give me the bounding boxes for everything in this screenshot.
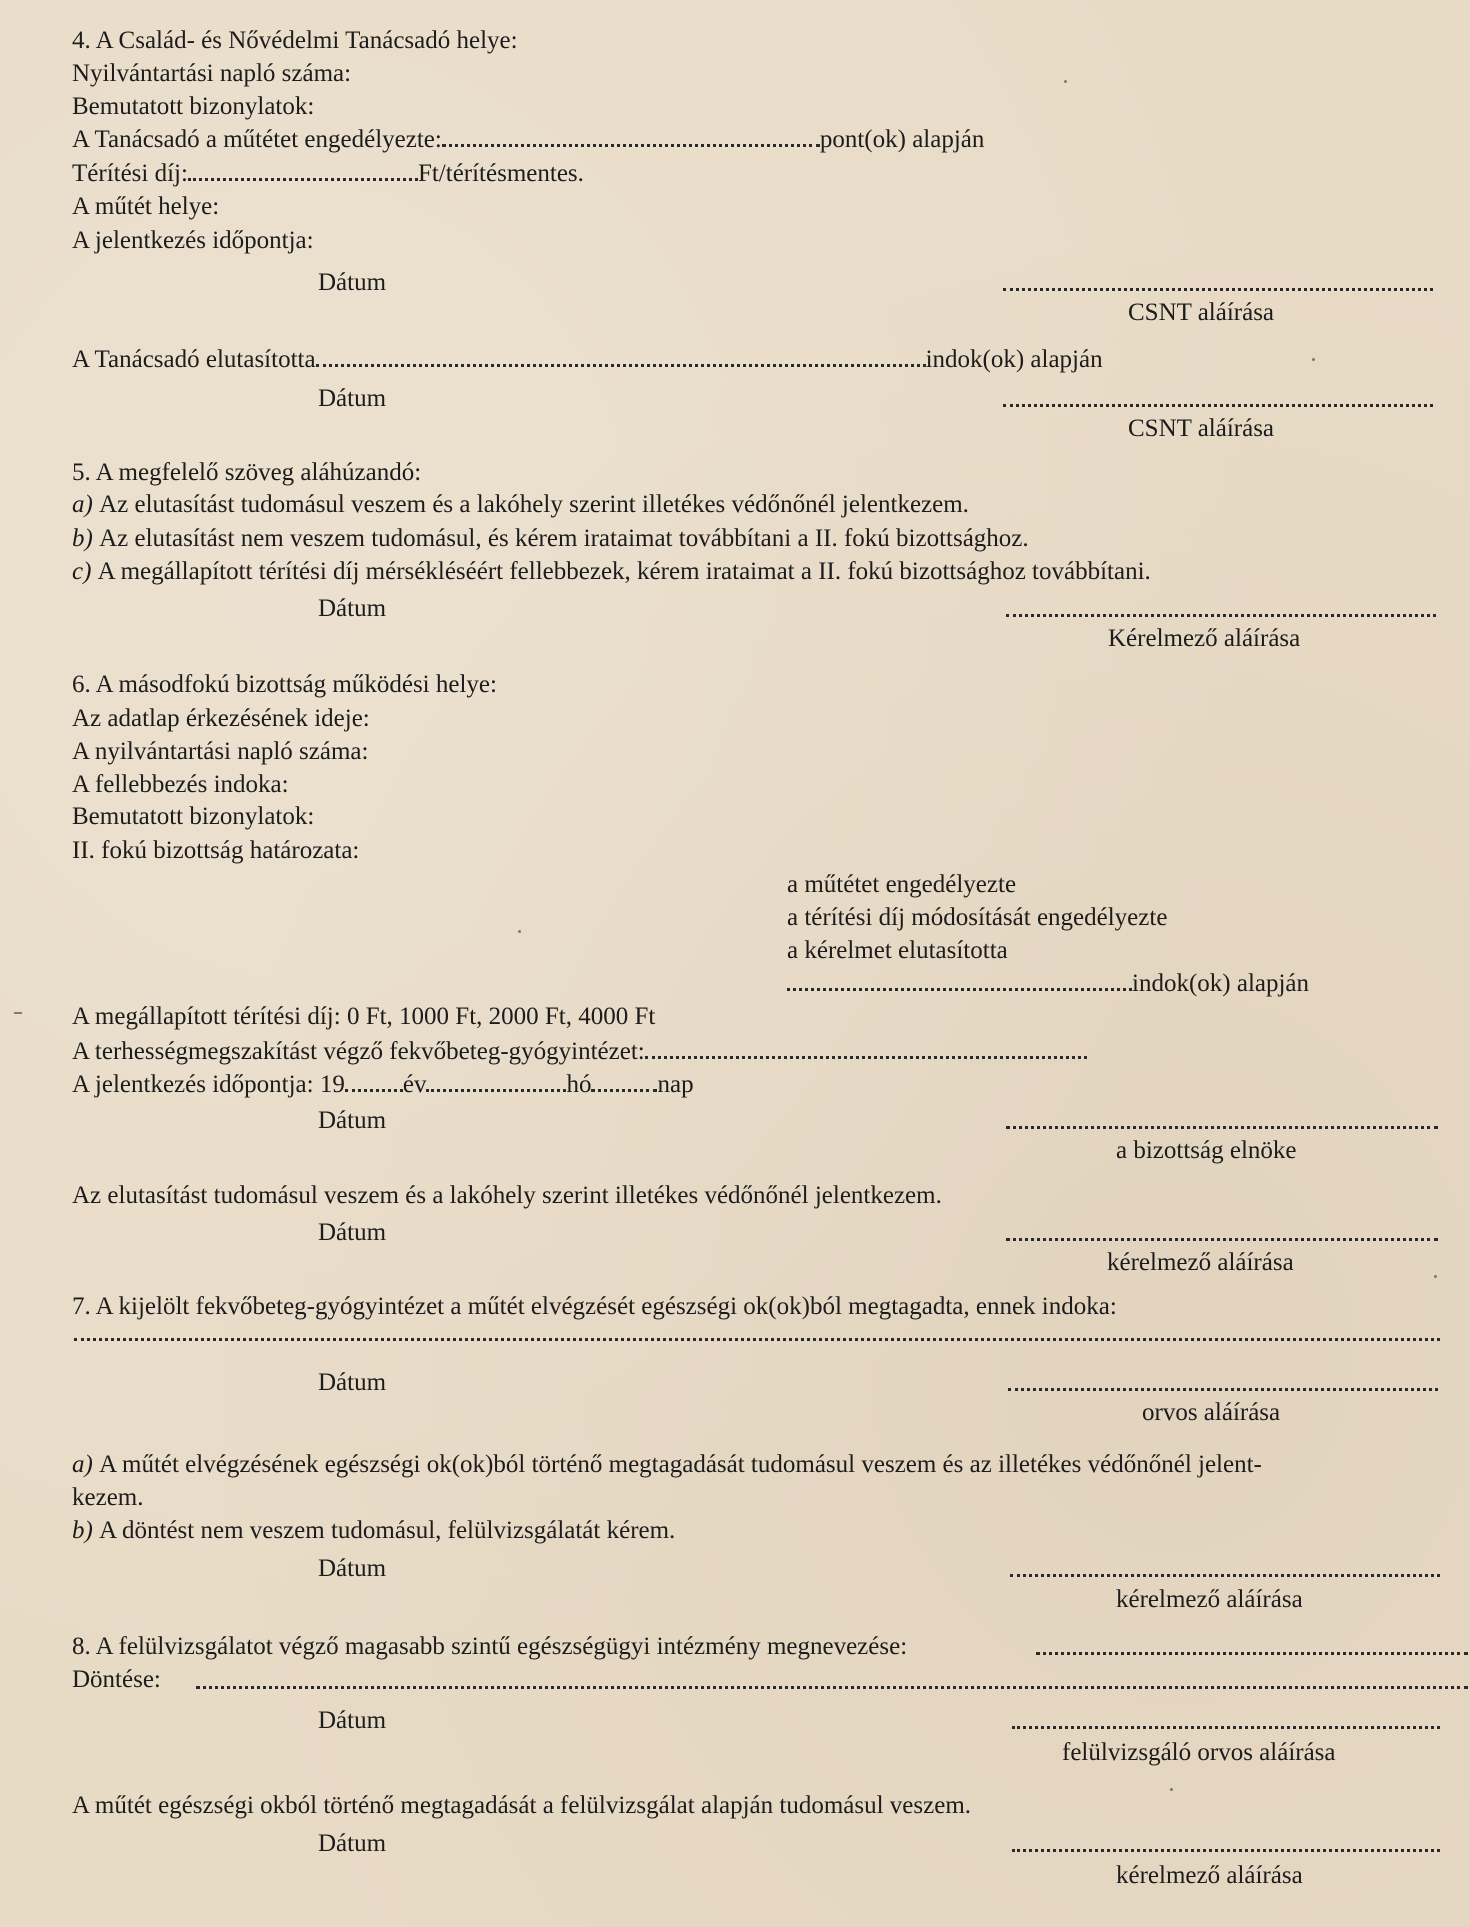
rejected-suffix: indok(ok) alapján bbox=[925, 346, 1103, 373]
option-letter: a) bbox=[72, 1451, 93, 1478]
appointment-date-line bbox=[72, 1069, 694, 1100]
signature-line[interactable] bbox=[1012, 1726, 1440, 1729]
month-fill-field[interactable] bbox=[426, 1069, 566, 1092]
signature-line[interactable] bbox=[1008, 1388, 1438, 1391]
section-5-title: 5. A megfelelő szöveg aláhúzandó: bbox=[72, 459, 422, 486]
signature-line[interactable] bbox=[1010, 1574, 1440, 1577]
doctor-signature-caption: orvos aláírása bbox=[1142, 1399, 1281, 1426]
log-number-label: A nyilvántartási napló száma: bbox=[72, 738, 369, 765]
section-6-title: 6. A másodfokú bizottság működési helye: bbox=[72, 671, 497, 698]
option-letter: c) bbox=[72, 558, 92, 585]
decision-option-rejected[interactable]: a kérelmet elutasította bbox=[787, 937, 1008, 964]
year-unit: év bbox=[402, 1071, 427, 1098]
signature-line[interactable] bbox=[1012, 1849, 1440, 1852]
option-text: A műtét elvégzésének egészségi ok(ok)ból történő megtagadását tudomásul veszem és az illetékes védőnőnél jelent- bbox=[99, 1451, 1262, 1478]
paper-speck bbox=[1434, 1275, 1437, 1278]
paper-speck bbox=[1064, 80, 1067, 83]
rejected-fill-field[interactable] bbox=[316, 344, 926, 367]
month-unit: hó bbox=[566, 1071, 592, 1098]
csnt-signature-caption: CSNT aláírása bbox=[1128, 299, 1275, 326]
institute-fill-field[interactable] bbox=[645, 1036, 1087, 1059]
institute-line bbox=[72, 1036, 1087, 1067]
section-8-title: 8. A felülvizsgálatot végző magasabb szintű egészségügyi intézmény megnevezése: bbox=[72, 1633, 908, 1660]
chairman-signature-caption: a bizottság elnöke bbox=[1116, 1137, 1297, 1164]
fee-label: Térítési díj: bbox=[72, 160, 188, 187]
decision-option-reason[interactable] bbox=[787, 968, 1309, 999]
option-text: Az elutasítást tudomásul veszem és a lakóhely szerint illetékes védőnőnél jelentkezem. bbox=[99, 491, 969, 518]
appeal-reason-label: A fellebbezés indoka: bbox=[72, 771, 289, 798]
decision-label: Döntése: bbox=[72, 1666, 161, 1693]
date-label: Dátum bbox=[318, 1369, 387, 1396]
date-label: Dátum bbox=[318, 1707, 387, 1734]
arrival-time-label: Az adatlap érkezésének ideje: bbox=[72, 705, 370, 732]
date-label: Dátum bbox=[318, 595, 387, 622]
applicant-signature-caption: kérelmező aláírása bbox=[1116, 1586, 1303, 1613]
date-label: Dátum bbox=[318, 1107, 387, 1134]
signature-line[interactable] bbox=[1006, 614, 1436, 617]
fee-options-line: A megállapított térítési díj: 0 Ft, 1000 Ft, 2000 Ft, 4000 Ft bbox=[72, 1003, 656, 1030]
option-a[interactable] bbox=[72, 490, 969, 520]
applicant-signature-caption: Kérelmező aláírása bbox=[1108, 625, 1301, 652]
option-b[interactable] bbox=[72, 524, 1029, 554]
approved-fill-field[interactable] bbox=[442, 124, 820, 147]
reason-fill-field[interactable] bbox=[74, 1338, 1440, 1341]
date-label: Dátum bbox=[318, 1219, 387, 1246]
applicant-signature-caption: kérelmező aláírása bbox=[1107, 1249, 1294, 1276]
section-7-title: 7. A kijelölt fekvőbeteg-gyógyintézet a műtét elvégzését egészségi ok(ok)ból megtagadta, ennek indoka: bbox=[72, 1293, 1117, 1320]
applicant-signature-caption: kérelmező aláírása bbox=[1116, 1862, 1303, 1889]
date-label: Dátum bbox=[318, 269, 387, 296]
paper-speck bbox=[1312, 358, 1315, 361]
decision-option-approved[interactable]: a műtétet engedélyezte bbox=[787, 871, 1017, 898]
year-fill-field[interactable] bbox=[345, 1069, 403, 1092]
date-label: Dátum bbox=[318, 1830, 387, 1857]
institute-label: A terhességmegszakítást végző fekvőbeteg-gyógyintézet: bbox=[72, 1038, 645, 1065]
rejected-label: A Tanácsadó elutasította bbox=[72, 346, 316, 373]
signature-line[interactable] bbox=[1006, 1126, 1438, 1129]
approved-label: A Tanácsadó a műtétet engedélyezte: bbox=[72, 126, 442, 153]
documents-label: Bemutatott bizonylatok: bbox=[72, 93, 315, 120]
review-acceptance-statement: A műtét egészségi okból történő megtagadását a felülvizsgálat alapján tudomásul veszem. bbox=[72, 1792, 972, 1819]
institution-fill-field[interactable] bbox=[1036, 1652, 1468, 1655]
option-a[interactable] bbox=[72, 1450, 1262, 1480]
fee-fill-field[interactable] bbox=[188, 158, 418, 181]
acceptance-statement: Az elutasítást tudomásul veszem és a lakóhely szerint illetékes védőnőnél jelentkezem. bbox=[72, 1182, 942, 1209]
option-letter: a) bbox=[72, 491, 93, 518]
option-text: Az elutasítást nem veszem tudomásul, és kérem irataimat továbbítani a II. fokú bizottsághoz. bbox=[99, 525, 1029, 552]
paper-speck bbox=[518, 930, 521, 933]
decision-line bbox=[72, 1665, 161, 1695]
signature-line[interactable] bbox=[1003, 404, 1433, 407]
section-4-title: 4. A Család- és Nővédelmi Tanácsadó helye: bbox=[72, 27, 518, 54]
csnt-signature-caption: CSNT aláírása bbox=[1128, 415, 1275, 442]
decision-label: II. fokú bizottság határozata: bbox=[72, 837, 360, 864]
documents-label: Bemutatott bizonylatok: bbox=[72, 803, 315, 830]
day-unit: nap bbox=[657, 1071, 694, 1098]
option-letter: b) bbox=[72, 1517, 93, 1544]
decision-fill-field[interactable] bbox=[196, 1686, 1468, 1689]
decision-option-fee-modified[interactable]: a térítési díj módosítását engedélyezte bbox=[787, 904, 1168, 931]
option-text: A megállapított térítési díj mérsékléséért fellebbezek, kérem irataimat a II. fokú bizottsághoz továbbítani. bbox=[97, 558, 1151, 585]
appointment-year-label: A jelentkezés időpontja: 19 bbox=[72, 1071, 345, 1098]
option-a-continuation: kezem. bbox=[72, 1484, 144, 1511]
date-label: Dátum bbox=[318, 385, 387, 412]
fee-line bbox=[72, 158, 584, 189]
log-number-label: Nyilvántartási napló száma: bbox=[72, 60, 352, 87]
signature-line[interactable] bbox=[1003, 288, 1433, 291]
approved-line bbox=[72, 124, 984, 155]
reviewer-signature-caption: felülvizsgáló orvos aláírása bbox=[1062, 1739, 1336, 1766]
approved-suffix: pont(ok) alapján bbox=[819, 126, 985, 153]
date-label: Dátum bbox=[318, 1555, 387, 1582]
paper-mark bbox=[14, 1012, 22, 1014]
signature-line[interactable] bbox=[1006, 1238, 1438, 1241]
option-b[interactable] bbox=[72, 1516, 675, 1546]
paper-speck bbox=[1170, 1788, 1173, 1791]
option-text: A döntést nem veszem tudomásul, felülvizsgálatát kérem. bbox=[99, 1517, 676, 1544]
appointment-time-label: A jelentkezés időpontja: bbox=[72, 227, 314, 254]
reason-fill-field[interactable] bbox=[787, 968, 1132, 991]
operation-place-label: A műtét helye: bbox=[72, 193, 220, 220]
rejected-line bbox=[72, 344, 1103, 375]
day-fill-field[interactable] bbox=[591, 1069, 657, 1092]
option-c[interactable] bbox=[72, 557, 1151, 587]
option-letter: b) bbox=[72, 525, 93, 552]
reason-suffix: indok(ok) alapján bbox=[1132, 970, 1310, 997]
fee-suffix: Ft/térítésmentes. bbox=[417, 160, 584, 187]
